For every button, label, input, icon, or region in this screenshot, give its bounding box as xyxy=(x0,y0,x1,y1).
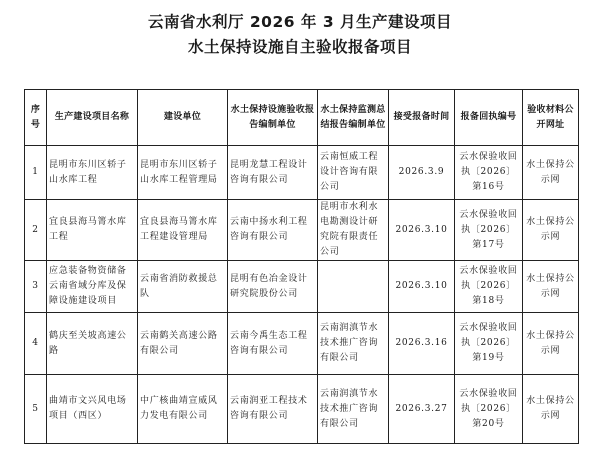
header-project-name: 生产建设项目名称 xyxy=(47,90,138,146)
cell-builder: 中广核曲靖宣威风力发电有限公司 xyxy=(138,375,228,444)
cell-filing-date: 2026.3.16 xyxy=(389,312,455,375)
table-row xyxy=(25,261,579,312)
cell-filing-date: 2026.3.10 xyxy=(389,199,455,261)
table-row xyxy=(25,375,579,444)
filing-table xyxy=(24,89,579,444)
header-index: 序号 xyxy=(25,90,47,146)
cell-builder: 云南鹤关高速公路有限公司 xyxy=(138,312,228,375)
cell-receipt-number: 云水保验收回执〔2026〕第17号 xyxy=(455,199,523,261)
cell-receipt-number: 云水保验收回执〔2026〕第16号 xyxy=(455,146,523,199)
cell-index: 1 xyxy=(25,146,47,199)
cell-monitoring-report-unit: 云南恒威工程设计咨询有限公司 xyxy=(318,146,389,199)
cell-index: 4 xyxy=(25,312,47,375)
table-header-row xyxy=(25,90,579,146)
cell-public-url[interactable]: 水土保持公示网 xyxy=(523,312,579,375)
cell-acceptance-report-unit: 昆明龙慧工程设计咨询有限公司 xyxy=(228,146,318,199)
header-receipt-number: 报备回执编号 xyxy=(455,90,523,146)
cell-receipt-number: 云水保验收回执〔2026〕第19号 xyxy=(455,312,523,375)
cell-project-name: 曲靖市文兴风电场项目（西区） xyxy=(47,375,138,444)
header-monitoring-report-unit: 水土保持监测总结报告编制单位 xyxy=(318,90,389,146)
cell-public-url[interactable]: 水土保持公示网 xyxy=(523,261,579,312)
table-row xyxy=(25,312,579,375)
cell-receipt-number: 云水保验收回执〔2026〕第18号 xyxy=(455,261,523,312)
cell-filing-date: 2026.3.10 xyxy=(389,261,455,312)
header-public-url: 验收材料公开网址 xyxy=(523,90,579,146)
cell-public-url[interactable]: 水土保持公示网 xyxy=(523,375,579,444)
cell-builder: 昆明市东川区轿子山水库工程管理局 xyxy=(138,146,228,199)
cell-monitoring-report-unit: 昆明市水利水电勘测设计研究院有限责任公司 xyxy=(318,199,389,261)
cell-acceptance-report-unit: 云南今禹生态工程咨询有限公司 xyxy=(228,312,318,375)
cell-index: 5 xyxy=(25,375,47,444)
cell-acceptance-report-unit: 云南中扬水利工程咨询有限公司 xyxy=(228,199,318,261)
document-title-line-1: 云南省水利厅 2026 年 3 月生产建设项目 xyxy=(147,13,452,31)
cell-index: 3 xyxy=(25,261,47,312)
cell-builder: 宜良县海马箐水库工程建设管理局 xyxy=(138,199,228,261)
cell-project-name: 鹤庆至关坡高速公路 xyxy=(47,312,138,375)
document-title-line-2: 水土保持设施自主验收报备项目 xyxy=(187,38,412,56)
cell-project-name: 应急装备物资储备云南省域分库及保障设施建设项目 xyxy=(47,261,138,312)
cell-monitoring-report-unit: 云南润滇节水技术推广咨询有限公司 xyxy=(318,312,389,375)
cell-public-url[interactable]: 水土保持公示网 xyxy=(523,199,579,261)
cell-filing-date: 2026.3.9 xyxy=(389,146,455,199)
cell-project-name: 宜良县海马箐水库工程 xyxy=(47,199,138,261)
cell-receipt-number: 云水保验收回执〔2026〕第20号 xyxy=(455,375,523,444)
cell-index: 2 xyxy=(25,199,47,261)
header-acceptance-report-unit: 水土保持设施验收报告编制单位 xyxy=(228,90,318,146)
cell-public-url[interactable]: 水土保持公示网 xyxy=(523,146,579,199)
cell-project-name: 昆明市东川区轿子山水库工程 xyxy=(47,146,138,199)
cell-monitoring-report-unit xyxy=(318,261,389,312)
header-filing-date: 接受报备时间 xyxy=(389,90,455,146)
cell-acceptance-report-unit: 云南润亚工程技术咨询有限公司 xyxy=(228,375,318,444)
header-builder: 建设单位 xyxy=(138,90,228,146)
cell-monitoring-report-unit: 云南润滇节水技术推广咨询有限公司 xyxy=(318,375,389,444)
cell-acceptance-report-unit: 昆明有色冶金设计研究院股份公司 xyxy=(228,261,318,312)
table-row xyxy=(25,199,579,261)
cell-builder: 云南省消防救援总队 xyxy=(138,261,228,312)
table-row xyxy=(25,146,579,199)
cell-filing-date: 2026.3.27 xyxy=(389,375,455,444)
